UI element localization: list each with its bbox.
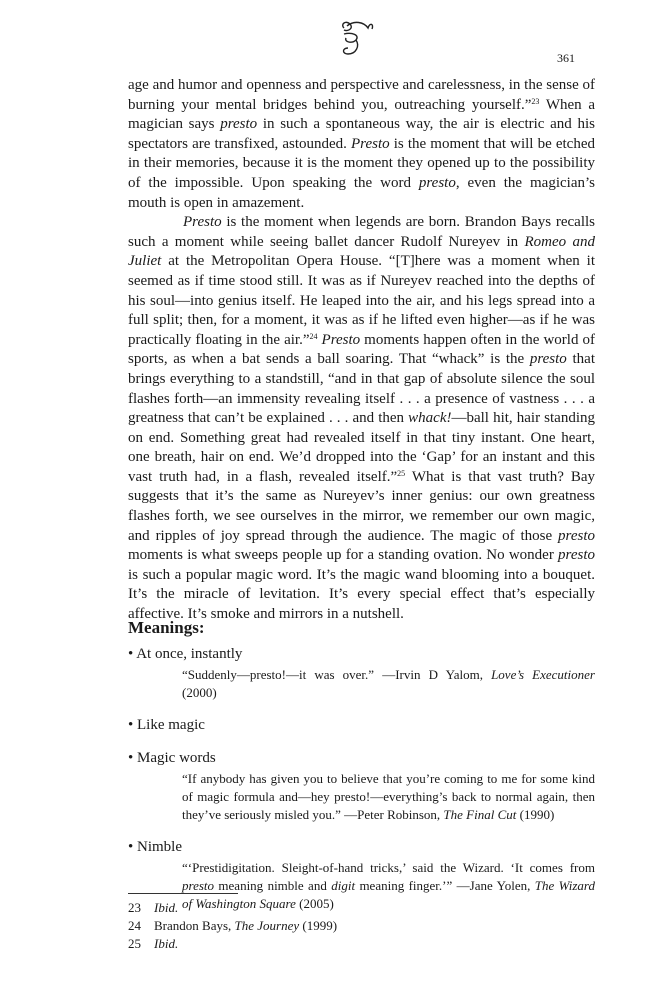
paragraph: age and humor and openness and perspective and carelessness, in the sense of burning your mental bridges behind you, outreaching yourself.”$^{23}$ When a magician says presto in such a spontaneous way, the air is electric and his spectators are transfixed, astounded. Presto is the moment that will be etched in their memories, because it is the moment they opened up to the possibility of the impossible. Upon speaking the word presto, even the magician’s mouth is open in amazement.: [128, 77, 596, 211]
meaning-item: • Nimble “‘Prestidigitation. Sleight-of-hand tricks,’ said the Wizard. ‘It comes from presto meaning nimble and digit meaning finger.’” —Jane Yolen, The Wizard of Washington Square (2005): [128, 839, 596, 911]
footnotes: [128, 899, 337, 953]
quote: “If anybody has given you to believe that you’re coming to me for some kind of magic formula and—hey presto!—everything’s back to normal again, then they’ve seriously misled you.” —Peter Robinson, The Final Cut (1990): [182, 771, 595, 822]
footnote: 23 Ibid.: [128, 900, 179, 915]
meanings-list: [118, 644, 595, 926]
meaning-label: Magic words: [137, 750, 216, 766]
paragraph: Presto is the moment when legends are born. Brandon Bays recalls such a moment while seeing ballet dancer Rudolf Nureyev in Romeo and Juliet at the Metropolitan Opera House. “[T]here was a moment when it seemed as if time stood still. It was as if Nureyev reached into the depths of his soul—into genius itself. He leaped into the air, and his legs spread into a full split; then, for a moment, it was as if he lifted even higher—as if he was practically floating in the air.”$^{24}$ Presto moments happen often in the world of sports, as when a bat sends a ball soaring. That “whack” is the presto that brings everything to a standstill, “and in that gap of absolute silence the soul flashes forth—an immensity revealing itself . . . a presence of vastness . . . a greatness that can’t be explained . . . and then whack!—ball hit, hair standing on end. Something great had revealed itself in that tiny instant. One heart, one breath, hair on end. We’d dropped into the ‘Gap’ for an instant and this vast truth had, in a flash, revealed itself.”$^{25}$ What is that vast truth? Bay suggests that it’s the same as Nureyev’s inner genius: our own greatness flashes forth, we see ourselves in the mirror, we remember our own magic, and ripples of joy spread through the audience. The magic of those presto moments is what sweeps people up for a standing ovation. No wonder presto is such a popular magic word. It’s the magic wand blooming into a bouquet. It’s the miracle of levitation. It’s every special effect that’s especially affective. It’s smoke and mirrors in a nutshell.: [128, 214, 595, 623]
meaning-label: Nimble: [137, 839, 183, 855]
footnote-rule: [128, 893, 238, 894]
body-text: [128, 76, 595, 625]
meaning-item: • At once, instantly “Suddenly—presto!—it was over.” —Irvin D Yalom, Love’s Executioner (2000): [128, 646, 595, 700]
meaning-label: At once, instantly: [136, 646, 243, 662]
footnote: 25 Ibid.: [128, 936, 179, 951]
meanings-heading: Meanings:: [128, 618, 205, 637]
meaning-item: • Magic words “If anybody has given you to believe that you’re coming to me for some kind of magic formula and—hey presto!—everything’s back to normal again, then they’ve seriously misled you.” —Peter Robinson, The Final Cut (1990): [128, 750, 595, 822]
footnote: 24 Brandon Bays, The Journey (1999): [128, 918, 338, 933]
quote: “Suddenly—presto!—it was over.” —Irvin D Yalom, Love’s Executioner (2000): [182, 667, 595, 700]
ornament-icon: [330, 18, 376, 60]
quote: “‘Prestidigitation. Sleight-of-hand tricks,’ said the Wizard. ‘It comes from presto meaning nimble and digit meaning finger.’” —Jane Yolen, The Wizard of Washington Square (2005): [182, 860, 596, 911]
meaning-item: • Like magic: [128, 717, 205, 733]
page-number: 361: [557, 51, 575, 65]
meaning-label: Like magic: [137, 717, 205, 733]
